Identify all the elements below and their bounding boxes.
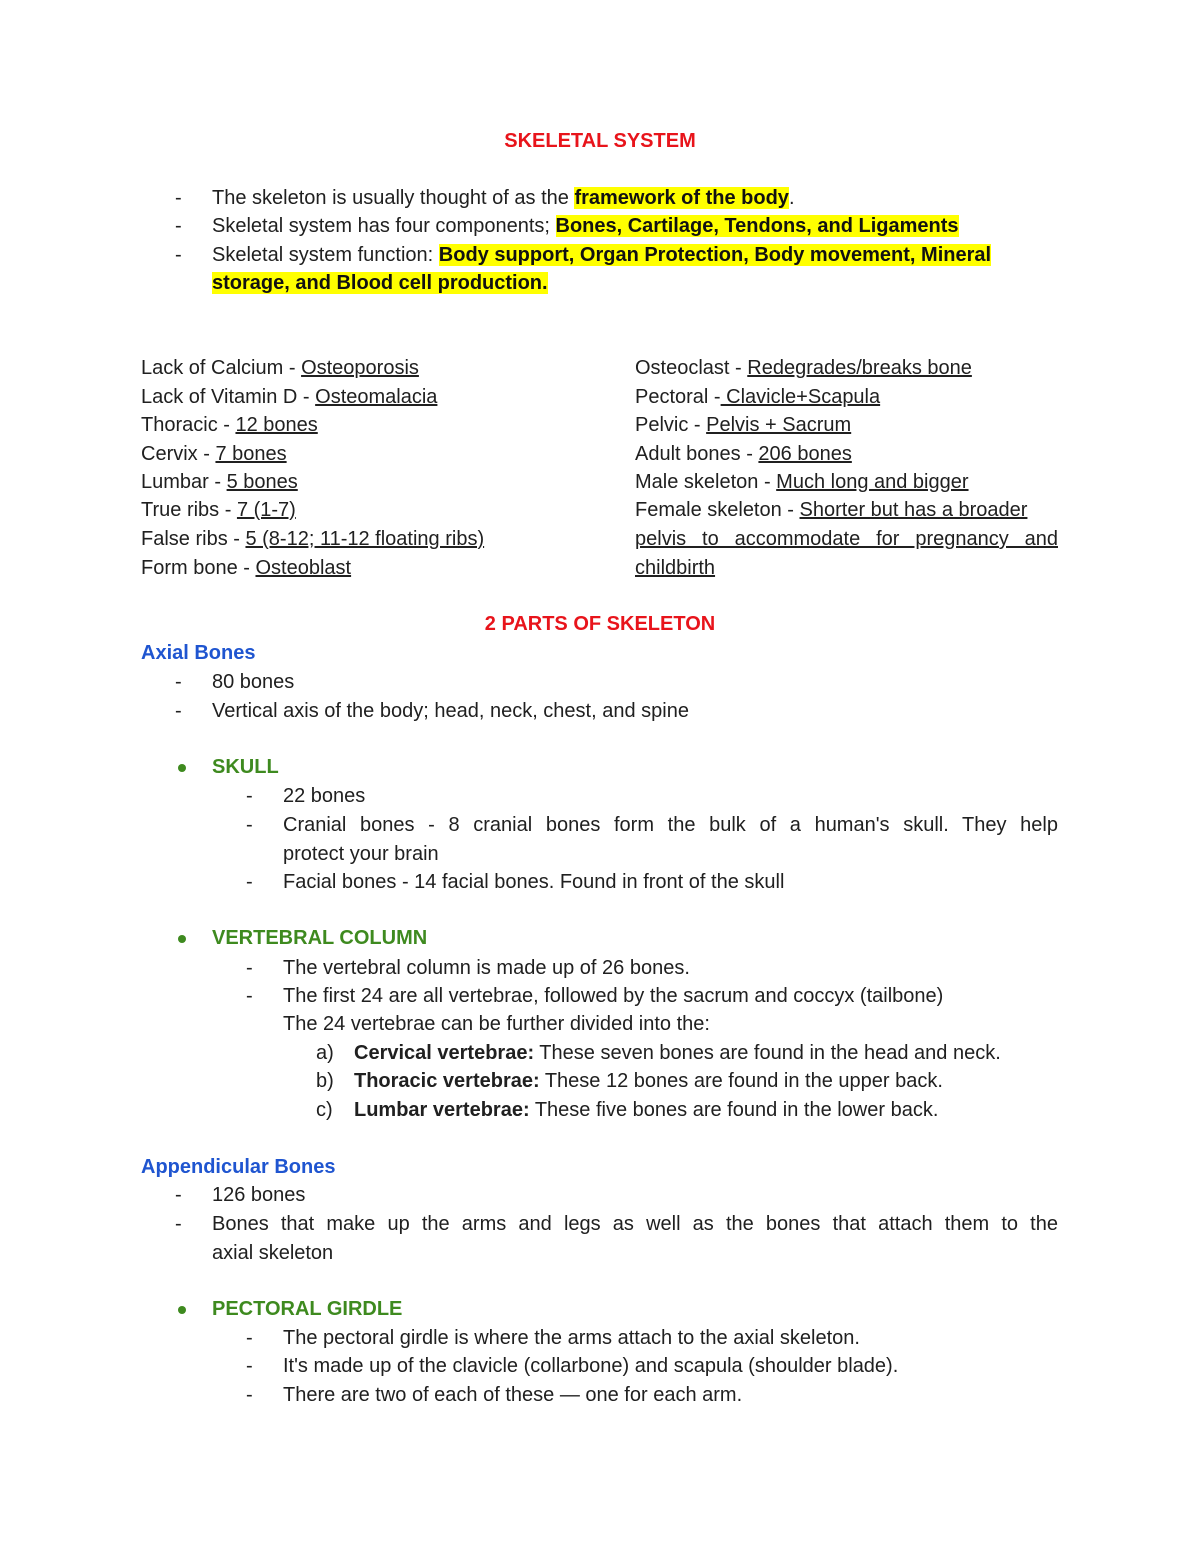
section-title: 2 PARTS OF SKELETON <box>484 613 716 635</box>
list-item: 80 bones <box>212 671 295 693</box>
fact-value-cont: pelvis to accommodate for pregnancy and <box>635 528 1058 550</box>
skull-heading: SKULL <box>212 756 279 778</box>
dash-marker: - <box>175 1184 182 1206</box>
highlight: framework of the body <box>574 187 789 209</box>
fact-item <box>141 498 296 522</box>
fact-label: Lack of Vitamin D - <box>141 386 316 408</box>
fact-item <box>141 556 351 580</box>
fact-label: Pectoral - <box>635 386 721 408</box>
intro-text: Skeletal system function: <box>212 244 439 266</box>
highlight: Bones, Cartilage, Tendons, and Ligaments <box>555 215 959 237</box>
list-item: Cranial bones - 8 cranial bones form the bulk of a human's skull. They help <box>283 814 1058 836</box>
list-item: It's made up of the clavicle (collarbone) and scapula (shoulder blade). <box>283 1355 899 1377</box>
fact-value: Much long and bigger <box>776 471 969 493</box>
highlight: Body support, Organ Protection, Body movement, Mineral <box>438 244 992 266</box>
fact-value: 12 bones <box>235 414 318 436</box>
fact-value: Clavicle+Scapula <box>720 386 881 408</box>
fact-item <box>141 470 298 494</box>
intro-line-3 <box>212 243 1058 267</box>
dash-marker: - <box>175 700 182 722</box>
list-item: Vertical axis of the body; head, neck, chest, and spine <box>212 700 689 722</box>
fact-item <box>141 385 437 409</box>
dash-marker: - <box>246 1384 253 1406</box>
bullet-icon <box>178 935 186 943</box>
fact-label: Cervix - <box>141 443 216 465</box>
vertebral-heading: VERTEBRAL COLUMN <box>212 927 428 949</box>
list-item: Facial bones - 14 facial bones. Found in front of the skull <box>283 871 785 893</box>
fact-item <box>141 356 419 380</box>
fact-value: Pelvis + Sacrum <box>706 414 852 436</box>
sub-item-term: Lumbar vertebrae: <box>354 1099 530 1121</box>
fact-item <box>635 385 880 409</box>
fact-value: Osteoporosis <box>301 357 419 379</box>
intro-line-2 <box>212 214 959 238</box>
intro-line-1 <box>212 186 795 210</box>
fact-value: Redegrades/breaks bone <box>747 357 972 379</box>
sub-item-letter: b) <box>316 1070 334 1092</box>
intro-text: The skeleton is usually thought of as the <box>212 187 575 209</box>
sub-item-text: These five bones are found in the lower back. <box>529 1099 939 1121</box>
fact-item <box>635 470 969 494</box>
fact-label: False ribs - <box>141 528 246 550</box>
dash-marker: - <box>175 215 182 237</box>
fact-value: 5 bones <box>226 471 298 493</box>
fact-value: Osteoblast <box>255 557 352 579</box>
axial-heading: Axial Bones <box>141 642 256 664</box>
fact-label: Thoracic - <box>141 414 236 436</box>
intro-text: . <box>788 187 795 209</box>
highlight: storage, and Blood cell production. <box>212 272 548 294</box>
dash-marker: - <box>246 814 253 836</box>
sub-item <box>354 1041 1001 1065</box>
intro-text: Skeletal system has four components; <box>212 215 556 237</box>
dash-marker: - <box>246 785 253 807</box>
list-item-cont: The 24 vertebrae can be further divided into the: <box>283 1013 710 1035</box>
dash-marker: - <box>246 1327 253 1349</box>
page-title: SKELETAL SYSTEM <box>504 130 696 152</box>
list-item: Bones that make up the arms and legs as well as the bones that attach them to the <box>212 1213 1058 1235</box>
bullet-icon <box>178 1306 186 1314</box>
fact-value: 7 (1-7) <box>236 499 296 521</box>
sub-item-text: These seven bones are found in the head and neck. <box>534 1042 1001 1064</box>
bullet-icon <box>178 764 186 772</box>
dash-marker: - <box>246 957 253 979</box>
fact-item <box>141 413 318 437</box>
list-item: There are two of each of these — one for each arm. <box>283 1384 743 1406</box>
list-item: The pectoral girdle is where the arms attach to the axial skeleton. <box>283 1327 860 1349</box>
fact-value: Osteomalacia <box>315 386 438 408</box>
fact-item <box>141 442 287 466</box>
list-item: 22 bones <box>283 785 366 807</box>
sub-item <box>354 1098 938 1122</box>
fact-label: Male skeleton - <box>635 471 777 493</box>
fact-label: True ribs - <box>141 499 237 521</box>
sub-item-term: Thoracic vertebrae: <box>354 1070 540 1092</box>
dash-marker: - <box>246 1355 253 1377</box>
fact-value: 5 (8-12; 11-12 floating ribs) <box>245 528 485 550</box>
list-item-cont: axial skeleton <box>212 1242 334 1264</box>
dash-marker: - <box>175 1213 182 1235</box>
dash-marker: - <box>175 187 182 209</box>
dash-marker: - <box>175 244 182 266</box>
sub-item-text: These 12 bones are found in the upper back. <box>539 1070 943 1092</box>
list-item: 126 bones <box>212 1184 306 1206</box>
sub-item-letter: a) <box>316 1042 334 1064</box>
sub-item-letter: c) <box>316 1099 333 1121</box>
fact-item <box>635 356 972 380</box>
fact-value: 7 bones <box>215 443 287 465</box>
fact-value: 206 bones <box>758 443 852 465</box>
sub-item-term: Cervical vertebrae: <box>354 1042 535 1064</box>
appendicular-heading: Appendicular Bones <box>141 1156 336 1178</box>
list-item-cont: protect your brain <box>283 843 439 865</box>
fact-label: Adult bones - <box>635 443 759 465</box>
fact-item <box>635 498 1027 522</box>
fact-label: Form bone - <box>141 557 256 579</box>
intro-line-3-cont <box>212 271 548 295</box>
fact-label: Lumbar - <box>141 471 227 493</box>
fact-item <box>141 527 484 551</box>
dash-marker: - <box>246 871 253 893</box>
fact-label: Osteoclast - <box>635 357 748 379</box>
fact-label: Pelvic - <box>635 414 707 436</box>
sub-item <box>354 1069 943 1093</box>
list-item: The vertebral column is made up of 26 bones. <box>283 957 690 979</box>
list-item: The first 24 are all vertebrae, followed by the sacrum and coccyx (tailbone) <box>283 985 944 1007</box>
fact-item <box>635 413 851 437</box>
fact-label: Female skeleton - <box>635 499 800 521</box>
fact-value: Shorter but has a broader <box>799 499 1028 521</box>
pectoral-heading: PECTORAL GIRDLE <box>212 1298 403 1320</box>
fact-value-cont: childbirth <box>635 557 716 579</box>
dash-marker: - <box>175 671 182 693</box>
fact-item <box>635 442 852 466</box>
fact-label: Lack of Calcium - <box>141 357 302 379</box>
dash-marker: - <box>246 985 253 1007</box>
